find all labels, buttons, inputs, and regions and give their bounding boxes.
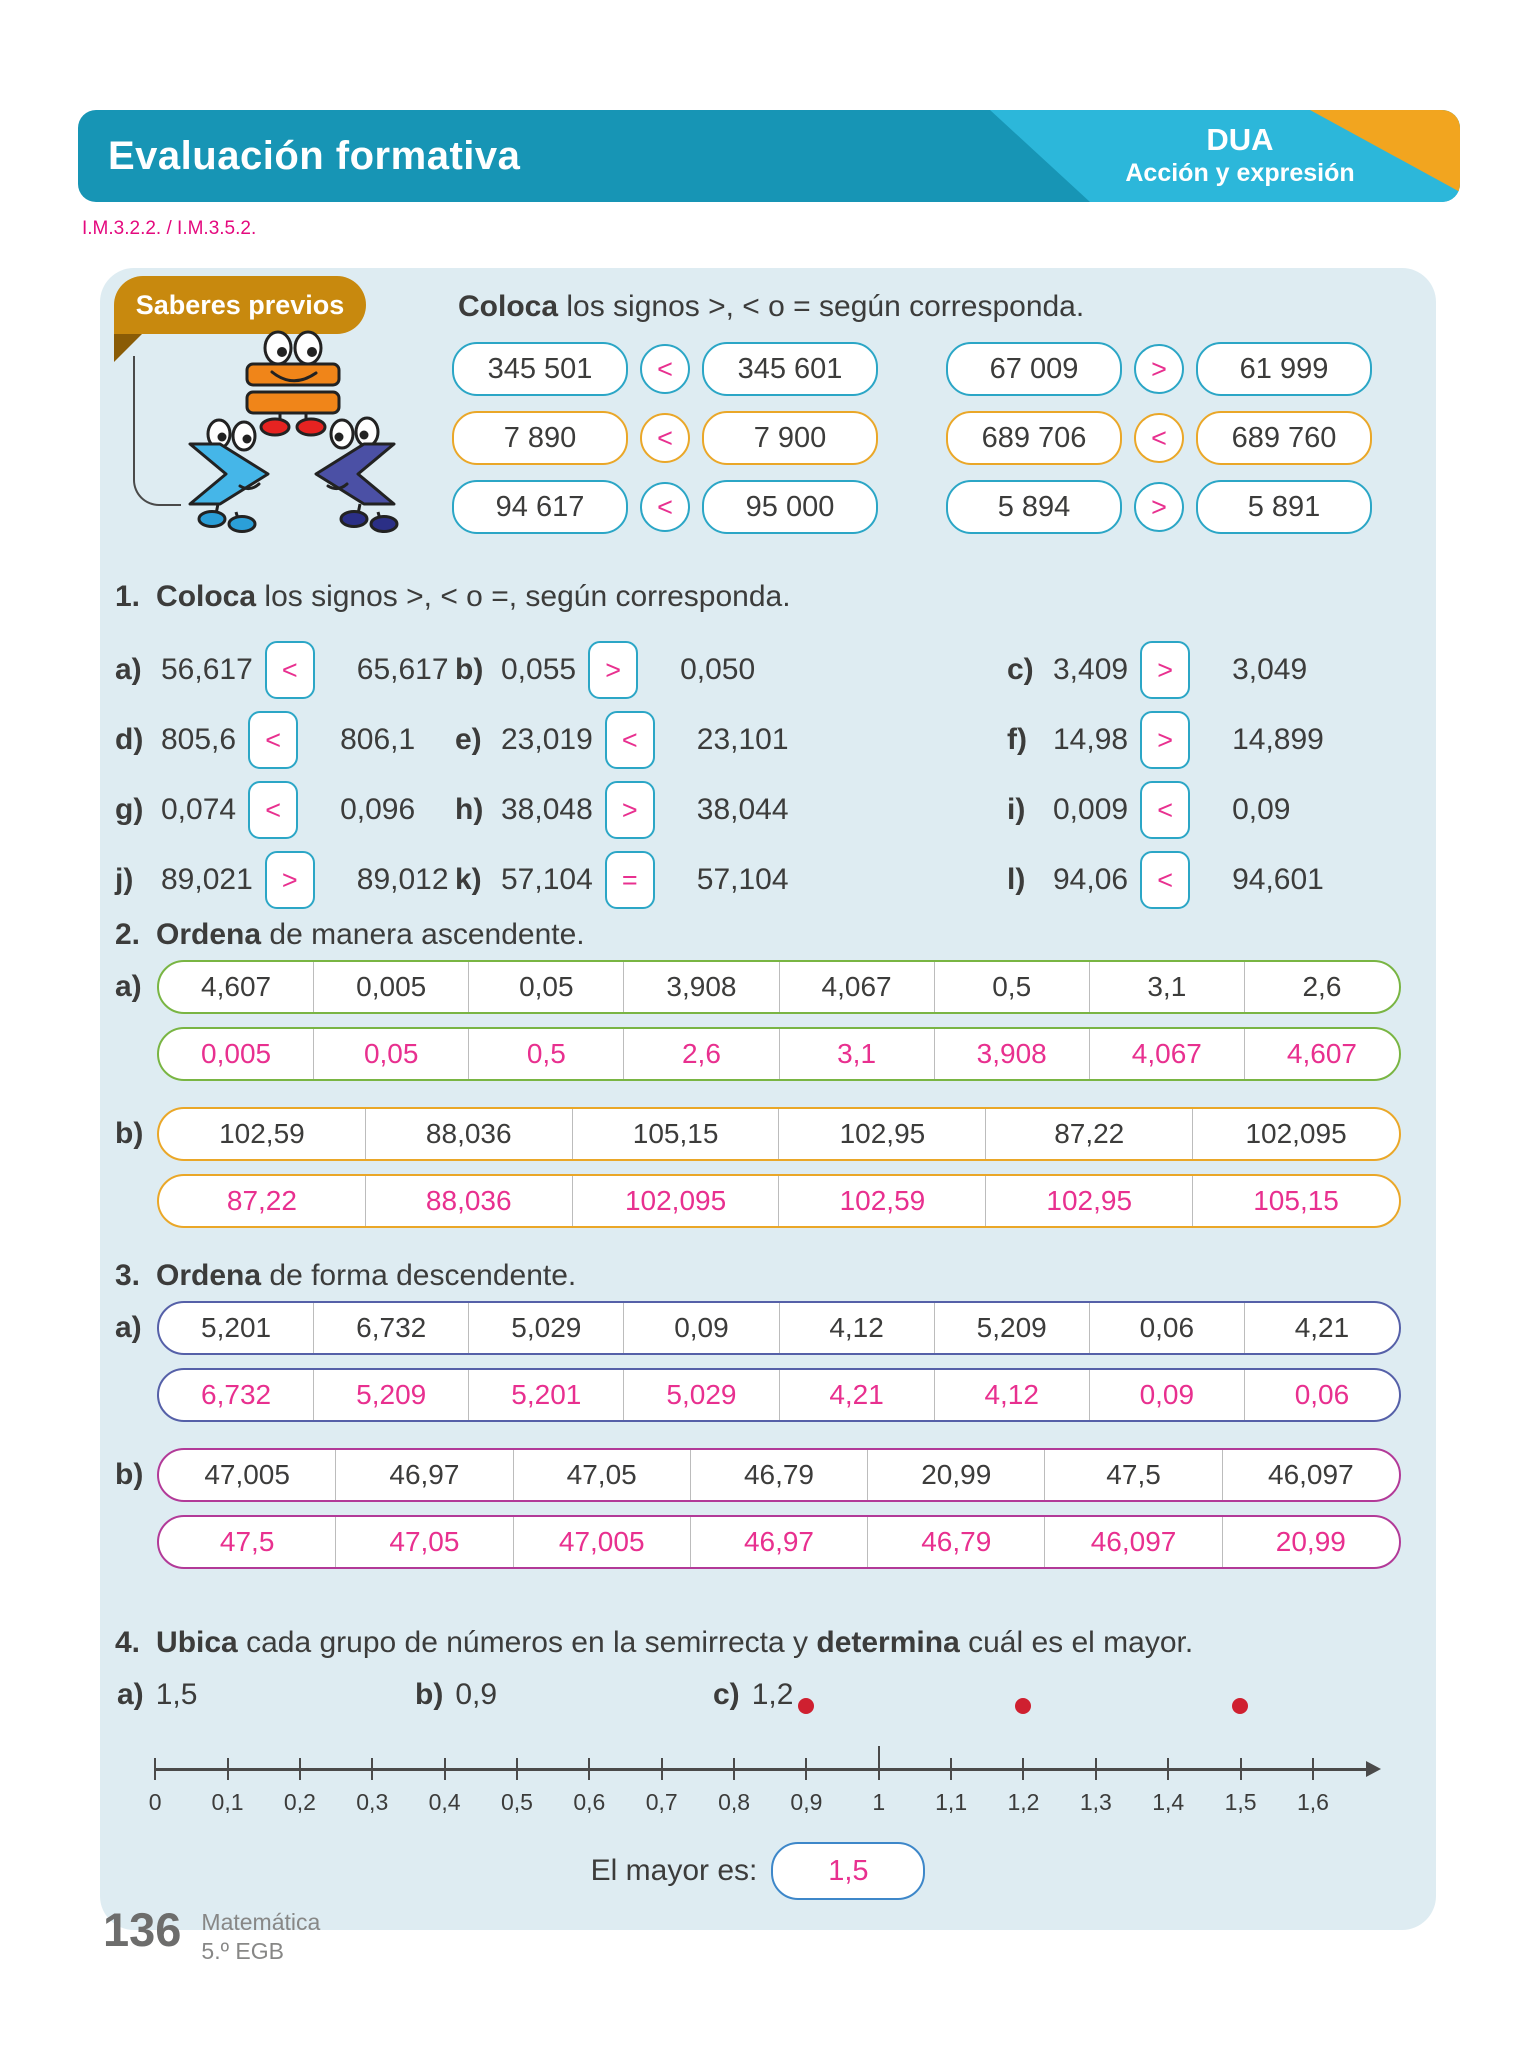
tick	[1204, 1758, 1276, 1816]
tick-mark	[1167, 1758, 1169, 1780]
number-cell: 47,05	[514, 1450, 691, 1500]
item-letter: f)	[1007, 723, 1027, 756]
answer-cell: 0,005	[159, 1029, 314, 1079]
right-number: 0,096	[340, 793, 416, 826]
left-number: 0,009	[1053, 793, 1129, 826]
item-letter: c)	[1007, 653, 1034, 686]
curriculum-codes: I.M.3.2.2. / I.M.3.5.2.	[82, 218, 257, 239]
tick	[1277, 1758, 1349, 1816]
tick-mark	[1095, 1758, 1097, 1780]
answer-cell: 47,5	[159, 1517, 336, 1567]
tick	[264, 1758, 336, 1816]
heading-keyword-2: determina	[816, 1626, 960, 1659]
item-letter: a)	[115, 653, 142, 686]
tick-mark	[950, 1758, 952, 1780]
left-number: 23,019	[501, 723, 593, 756]
saberes-previos-banner: Saberes previos	[114, 276, 366, 334]
worksheet-card	[100, 268, 1436, 1930]
tick-mark	[878, 1746, 880, 1780]
answer-cell: 46,79	[868, 1517, 1045, 1567]
right-number: 57,104	[696, 863, 789, 896]
tick-mark	[805, 1758, 807, 1780]
answer-cell: 102,95	[986, 1176, 1193, 1226]
sign-answer-box: >	[1140, 641, 1190, 699]
number-pill: 5 894	[946, 480, 1122, 534]
answer-cell: 5,201	[469, 1370, 624, 1420]
order-pair-a	[115, 960, 1401, 1081]
number-pill: 7 890	[452, 411, 628, 465]
number-cell: 0,05	[469, 962, 624, 1012]
tick-label: 1,5	[1224, 1789, 1257, 1815]
number-cell: 5,201	[159, 1303, 314, 1353]
number-pill: 345 601	[702, 342, 878, 396]
tick-mark	[1022, 1758, 1024, 1780]
answer-cell: 6,732	[159, 1370, 314, 1420]
tick	[770, 1758, 842, 1816]
tick-label: 0,1	[211, 1789, 244, 1815]
right-number: 806,1	[340, 723, 416, 756]
answer-cell: 4,067	[1090, 1029, 1245, 1079]
book-info	[201, 1908, 320, 1966]
item-letter: g)	[115, 793, 144, 826]
comparison-row	[452, 342, 1410, 396]
answer-cell: 105,15	[1253, 1185, 1339, 1216]
item-letter: a)	[115, 970, 142, 1003]
comparison-item	[455, 782, 935, 838]
item-letter: i)	[1007, 793, 1026, 826]
item-letter: d)	[115, 723, 144, 756]
comparison-items-grid	[115, 642, 1401, 908]
number-cell: 0,06	[1090, 1303, 1245, 1353]
number-cell: 4,067	[780, 962, 935, 1012]
book-grade: 5.º EGB	[201, 1937, 284, 1964]
given-numbers-row	[157, 1448, 1401, 1502]
comparison-item	[455, 852, 935, 908]
answer-cell: 88,036	[366, 1176, 573, 1226]
answer-cell: 0,06	[1294, 1379, 1350, 1410]
heading-text-2: cuál es el mayor.	[959, 1626, 1194, 1659]
dua-sublabel: Acción y expresión	[1125, 158, 1355, 187]
page-title: Evaluación formativa	[108, 134, 521, 178]
left-number: 0,074	[161, 793, 237, 826]
item-letter: l)	[1007, 863, 1026, 896]
right-number: 23,101	[696, 723, 789, 756]
tick	[481, 1758, 553, 1816]
item-letter: a)	[115, 1311, 142, 1344]
answer-cell: 102,59	[779, 1176, 986, 1226]
number-cell: 4,21	[1294, 1312, 1350, 1343]
tick-label: 0,8	[718, 1789, 751, 1815]
plotted-points	[119, 1696, 1349, 1758]
tick-label: 0,4	[428, 1789, 461, 1815]
number-pill: 345 501	[452, 342, 628, 396]
number-cell: 87,22	[986, 1109, 1193, 1159]
tick	[1132, 1758, 1204, 1816]
point-marker-dot	[1015, 1698, 1031, 1714]
comparison-sign-answer: <	[1134, 413, 1184, 463]
number-cell: 4,607	[159, 962, 314, 1012]
number-pill: 689 760	[1196, 411, 1372, 465]
comparison-sign-answer: >	[1134, 344, 1184, 394]
dua-badge-text	[1075, 110, 1405, 202]
answer-numbers-row	[157, 1027, 1401, 1081]
left-number: 89,021	[161, 863, 253, 896]
comparison-item	[935, 712, 1401, 768]
answer-numbers-row	[157, 1515, 1401, 1569]
answer-cell: 0,05	[314, 1029, 469, 1079]
tick-mark	[1312, 1758, 1314, 1780]
answer-cell: 5,029	[624, 1370, 779, 1420]
answer-cell: 47,005	[514, 1517, 691, 1567]
tick-label: 0	[148, 1789, 162, 1815]
option-letter: a)	[117, 1678, 144, 1711]
answer-cell: 20,99	[1275, 1526, 1346, 1557]
tick-label: 0,6	[573, 1789, 606, 1815]
comparison-sign-answer: <	[640, 344, 690, 394]
tick-label: 0,2	[283, 1789, 316, 1815]
number-cell: 5,209	[935, 1303, 1090, 1353]
comparison-item	[115, 712, 455, 768]
page-number: 136	[103, 1903, 182, 1956]
sign-answer-box: >	[588, 641, 638, 699]
comparison-row	[452, 411, 1410, 465]
exercise-number: 1.	[115, 580, 141, 613]
left-number: 94,06	[1053, 863, 1129, 896]
instruction-keyword: Coloca	[458, 290, 559, 323]
comparison-item	[935, 642, 1401, 698]
number-pill: 94 617	[452, 480, 628, 534]
sign-answer-box: <	[1140, 851, 1190, 909]
order-pair-a	[115, 1301, 1401, 1422]
tick	[626, 1758, 698, 1816]
comparison-item	[935, 852, 1401, 908]
tick-label: 1,4	[1152, 1789, 1185, 1815]
left-number: 805,6	[161, 723, 237, 756]
given-numbers-row	[157, 1107, 1401, 1161]
tick-mark	[227, 1758, 229, 1780]
sign-answer-box: <	[265, 641, 315, 699]
number-cell: 46,79	[691, 1450, 868, 1500]
exercise-1	[115, 580, 1401, 908]
item-letter: j)	[115, 863, 134, 896]
answer-cell: 46,97	[691, 1517, 868, 1567]
item-letter: b)	[115, 1117, 144, 1150]
right-number: 38,044	[696, 793, 789, 826]
option-value: 0,9	[455, 1678, 498, 1711]
left-number: 3,409	[1053, 653, 1129, 686]
exercise-number: 3.	[115, 1259, 141, 1292]
number-cell: 3,1	[1090, 962, 1245, 1012]
number-cell: 47,005	[159, 1450, 336, 1500]
comparison-item	[115, 782, 455, 838]
tick	[408, 1758, 480, 1816]
tick	[553, 1758, 625, 1816]
tick-mark	[154, 1758, 156, 1780]
heading-keyword: Coloca	[156, 580, 257, 613]
sign-answer-box: <	[248, 711, 298, 769]
option-letter: c)	[713, 1678, 740, 1711]
tick	[1060, 1758, 1132, 1816]
comparison-item	[115, 852, 455, 908]
number-cell: 3,908	[624, 962, 779, 1012]
less-than-character-icon	[316, 418, 397, 532]
number-cell: 88,036	[366, 1109, 573, 1159]
comparison-row	[452, 480, 1410, 534]
comparison-item	[935, 782, 1401, 838]
right-number: 0,09	[1232, 793, 1291, 826]
number-cell: 46,097	[1268, 1459, 1354, 1490]
left-number: 38,048	[501, 793, 593, 826]
number-pill: 95 000	[702, 480, 878, 534]
tick-mark	[516, 1758, 518, 1780]
tick-label: 1,2	[1007, 1789, 1040, 1815]
right-number: 0,050	[680, 653, 756, 686]
sign-answer-box: >	[1140, 711, 1190, 769]
tick-mark	[371, 1758, 373, 1780]
number-cell: 4,12	[780, 1303, 935, 1353]
right-number: 94,601	[1232, 863, 1324, 896]
heading-keyword: Ubica	[156, 1626, 238, 1659]
book-subject: Matemática	[201, 1909, 321, 1935]
tick-label: 0,5	[500, 1789, 533, 1815]
heading-text: los signos >, < o =, según corresponda.	[256, 580, 791, 613]
instruction-text: los signos >, < o = según corresponda.	[558, 290, 1085, 323]
given-numbers-row	[157, 1301, 1401, 1355]
answer-cell: 47,05	[336, 1517, 513, 1567]
tick	[191, 1758, 263, 1816]
right-number: 65,617	[356, 653, 449, 686]
page-footer	[103, 1903, 321, 1966]
saberes-instruction	[458, 290, 1410, 324]
item-letter: h)	[455, 793, 484, 826]
tick	[698, 1758, 770, 1816]
number-cell: 2,6	[1302, 971, 1342, 1002]
sign-answer-box: <	[605, 711, 655, 769]
left-number: 14,98	[1053, 723, 1129, 756]
right-number: 89,012	[356, 863, 449, 896]
heading-text: de manera ascendente.	[261, 918, 585, 951]
comparison-sign-answer: <	[640, 482, 690, 532]
tick-mark	[299, 1758, 301, 1780]
number-pill: 67 009	[946, 342, 1122, 396]
sign-answer-box: >	[605, 781, 655, 839]
sign-answer-box: <	[1140, 781, 1190, 839]
tick-mark	[588, 1758, 590, 1780]
sign-answer-box: >	[265, 851, 315, 909]
comparison-characters-illustration	[162, 326, 422, 536]
answer-cell: 4,21	[780, 1370, 935, 1420]
dua-label: DUA	[1206, 121, 1274, 157]
mayor-label: El mayor es:	[590, 1854, 758, 1887]
right-number: 3,049	[1232, 653, 1308, 686]
number-cell: 5,029	[469, 1303, 624, 1353]
order-pair-b	[115, 1448, 1401, 1569]
left-number: 0,055	[501, 653, 577, 686]
number-cell: 0,005	[314, 962, 469, 1012]
tick-mark	[661, 1758, 663, 1780]
equals-character-icon	[247, 332, 339, 435]
mayor-answer-row	[115, 1842, 1401, 1900]
tick-label: 1,1	[935, 1789, 968, 1815]
item-letter: k)	[455, 863, 482, 896]
tick-label: 1	[872, 1789, 886, 1815]
item-letter: b)	[115, 1458, 144, 1491]
answer-cell: 87,22	[159, 1176, 366, 1226]
exercise-number: 2.	[115, 918, 141, 951]
sign-answer-box: =	[605, 851, 655, 909]
comparison-sign-answer: >	[1134, 482, 1184, 532]
answer-cell: 5,209	[314, 1370, 469, 1420]
number-cell: 46,97	[336, 1450, 513, 1500]
answer-cell: 46,097	[1045, 1517, 1222, 1567]
number-cell: 20,99	[868, 1450, 1045, 1500]
exercise-number: 4.	[115, 1626, 141, 1659]
heading-text: cada grupo de números en la semirrecta y	[237, 1626, 817, 1659]
header-banner	[78, 110, 1460, 202]
tick-row	[119, 1758, 1349, 1816]
number-pill: 7 900	[702, 411, 878, 465]
heading-text: de forma descendente.	[261, 1259, 577, 1292]
comparison-sign-answer: <	[640, 413, 690, 463]
given-numbers-row	[157, 960, 1401, 1014]
tick-label: 0,3	[356, 1789, 389, 1815]
point-marker-dot	[798, 1698, 814, 1714]
tick	[987, 1758, 1059, 1816]
number-cell: 0,5	[935, 962, 1090, 1012]
tick-label: 0,7	[645, 1789, 678, 1815]
number-line	[119, 1696, 1349, 1816]
tick-label: 0,9	[790, 1789, 823, 1815]
answer-cell: 4,12	[935, 1370, 1090, 1420]
exercise-4	[115, 1626, 1401, 1900]
tick-mark	[1240, 1758, 1242, 1780]
exercise-3-heading	[115, 1259, 1401, 1293]
answer-cell: 0,09	[1090, 1370, 1245, 1420]
answer-cell: 3,908	[935, 1029, 1090, 1079]
comparison-item	[455, 712, 935, 768]
greater-than-character-icon	[190, 420, 268, 532]
exercise-1-heading	[115, 580, 1401, 614]
number-pill: 689 706	[946, 411, 1122, 465]
left-number: 57,104	[501, 863, 593, 896]
exercise-2-heading	[115, 918, 1401, 952]
right-number: 14,899	[1232, 723, 1324, 756]
number-cell: 47,5	[1045, 1450, 1222, 1500]
comparison-item	[115, 642, 455, 698]
number-pill: 5 891	[1196, 480, 1372, 534]
number-cell: 6,732	[314, 1303, 469, 1353]
number-cell: 102,95	[779, 1109, 986, 1159]
answer-numbers-row	[157, 1174, 1401, 1228]
answer-cell: 3,1	[780, 1029, 935, 1079]
answer-cell: 102,095	[573, 1176, 780, 1226]
tick	[915, 1758, 987, 1816]
order-pair-b	[115, 1107, 1401, 1228]
point-marker-dot	[1232, 1698, 1248, 1714]
tick-mark	[733, 1758, 735, 1780]
item-letter: e)	[455, 723, 482, 756]
tick-label: 1,3	[1079, 1789, 1112, 1815]
comparison-item	[455, 642, 935, 698]
answer-numbers-row	[157, 1368, 1401, 1422]
answer-cell: 0,5	[469, 1029, 624, 1079]
exercise-4-heading	[115, 1626, 1401, 1660]
saberes-comparison-rows	[452, 342, 1410, 534]
option-value: 1,5	[155, 1678, 198, 1711]
tick	[336, 1758, 408, 1816]
heading-keyword: Ordena	[156, 1259, 262, 1292]
exercise-2	[115, 918, 1401, 1254]
number-cell: 102,59	[159, 1109, 366, 1159]
number-cell: 102,095	[1245, 1118, 1347, 1149]
number-cell: 0,09	[624, 1303, 779, 1353]
option-letter: b)	[415, 1678, 444, 1711]
number-pill: 61 999	[1196, 342, 1372, 396]
exercise-3	[115, 1259, 1401, 1595]
option-value: 1,2	[751, 1678, 794, 1711]
tick-mark	[444, 1758, 446, 1780]
left-number: 56,617	[161, 653, 253, 686]
tick	[843, 1758, 915, 1816]
tick-label: 1,6	[1296, 1789, 1329, 1815]
answer-cell: 2,6	[624, 1029, 779, 1079]
heading-keyword: Ordena	[156, 918, 262, 951]
tick	[119, 1758, 191, 1816]
sign-answer-box: <	[248, 781, 298, 839]
item-letter: b)	[455, 653, 484, 686]
mayor-answer-pill: 1,5	[771, 1842, 925, 1900]
answer-cell: 4,607	[1286, 1038, 1357, 1069]
number-cell: 105,15	[573, 1109, 780, 1159]
